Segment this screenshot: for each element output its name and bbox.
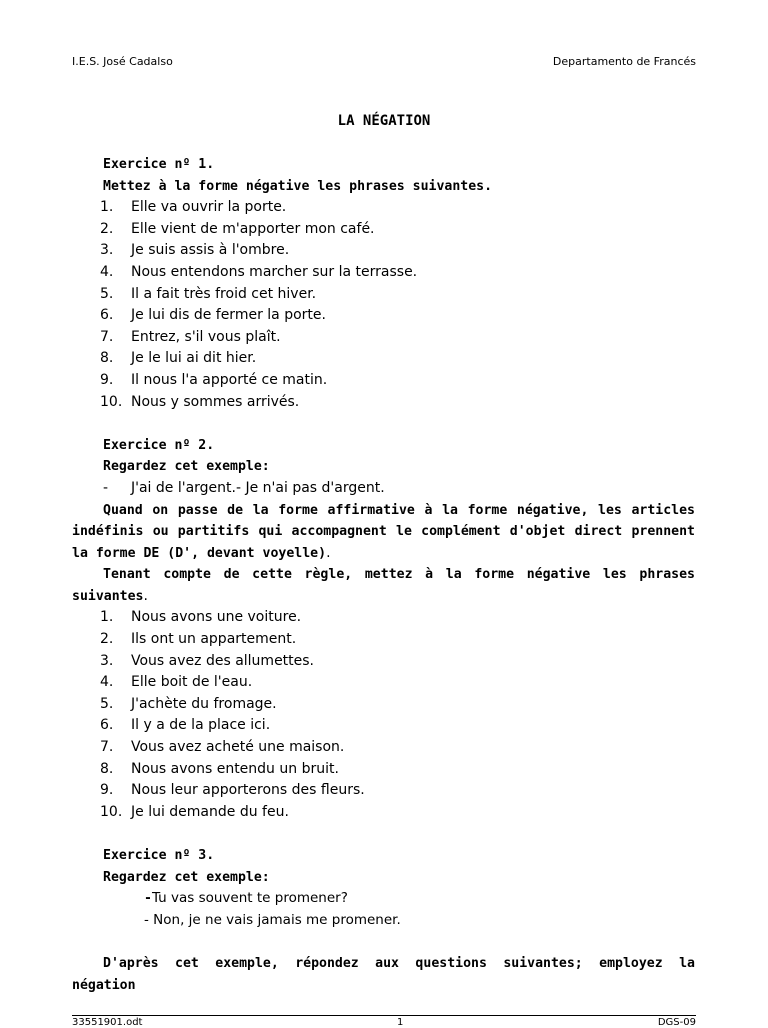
list-item-number: 6. <box>100 717 114 734</box>
list-item-number: 8. <box>100 350 114 367</box>
list-item <box>72 392 695 414</box>
list-item-number: 2. <box>100 220 114 237</box>
ex1-instruction: Mettez à la forme négative les phrases suivantes. <box>103 178 493 194</box>
list-item <box>72 780 695 802</box>
list-item-number: 3. <box>100 652 114 669</box>
header-school: I.E.S. José Cadalso <box>72 55 173 68</box>
list-item <box>72 305 695 327</box>
list-item <box>72 802 695 824</box>
list-item <box>72 284 695 306</box>
list-item <box>72 327 695 349</box>
page-header <box>72 55 696 68</box>
ex1-heading: Exercice nº 1. <box>103 157 215 172</box>
page-title: LA NÉGATION <box>337 113 431 129</box>
ex2-heading: Exercice nº 2. <box>103 437 215 453</box>
list-item-number: 10. <box>100 803 123 820</box>
list-item <box>72 197 695 219</box>
list-item <box>72 370 695 392</box>
list-item <box>72 348 695 370</box>
ex3-line-1-dash: - <box>144 891 152 907</box>
list-item-text: J'achète du fromage. <box>131 695 277 712</box>
list-item-text: Il nous l'a apporté ce matin. <box>131 371 328 388</box>
list-item <box>72 219 695 241</box>
ex2-rule <box>72 500 695 565</box>
list-item-text: Je le lui ai dit hier. <box>131 350 257 367</box>
list-item-text: Je lui dis de fermer la porte. <box>131 307 326 324</box>
ex2-instruction <box>72 564 695 607</box>
list-item-text: Il y a de la place ici. <box>131 717 271 734</box>
list-item-number: 3. <box>100 242 114 259</box>
list-item-number: 9. <box>100 371 114 388</box>
footer-filename: 33551901.odt <box>72 1017 143 1028</box>
footer-page-number: 1 <box>396 1017 404 1028</box>
list-item-number: 10. <box>100 393 123 410</box>
list-item <box>72 651 695 673</box>
list-item <box>72 607 695 629</box>
list-item-text: Nous y sommes arrivés. <box>131 393 300 410</box>
ex2-rule-text: Quand on passe de la forme affirmative à la forme négative, les articles indéfinis ou partitifs qui accompagnent le complément d'objet direct prennent la forme DE (D', devant voyelle) <box>72 502 695 561</box>
ex1-list <box>72 197 695 413</box>
list-item-number: 6. <box>100 307 114 324</box>
list-item-number: 4. <box>100 674 114 691</box>
header-department: Departamento de Francés <box>552 55 696 68</box>
list-item <box>72 672 695 694</box>
list-item-text: Elle boit de l'eau. <box>131 674 253 691</box>
list-item-text: Je lui demande du feu. <box>131 803 289 820</box>
ex2-instruction-end: . <box>143 587 148 604</box>
ex3-example-label: Regardez cet exemple: <box>103 869 270 885</box>
list-item-number: 8. <box>100 760 114 777</box>
list-item <box>72 240 695 262</box>
list-item-text: Entrez, s'il vous plaît. <box>131 328 281 345</box>
ex3-instruction: D'après cet exemple, répondez aux questions suivantes; employez la négation <box>72 955 695 993</box>
list-item-number: 1. <box>100 609 114 626</box>
list-item-text: Vous avez acheté une maison. <box>131 739 345 756</box>
list-item-number: 7. <box>100 739 114 756</box>
list-item <box>72 737 695 759</box>
document-body <box>72 154 695 996</box>
list-item-number: 7. <box>100 328 114 345</box>
ex2-rule-end: . <box>326 544 331 561</box>
ex3-heading: Exercice nº 3. <box>103 848 215 863</box>
list-item-text: Nous avons une voiture. <box>131 609 302 626</box>
list-item <box>72 715 695 737</box>
ex3-line-1 <box>72 888 695 910</box>
list-item-text: Elle va ouvrir la porte. <box>131 199 287 216</box>
page-footer <box>72 1017 696 1028</box>
list-item-number: 4. <box>100 263 114 280</box>
ex2-example-label: Regardez cet exemple: <box>103 459 270 475</box>
list-item <box>72 759 695 781</box>
ex3-line-1-text: Tu vas souvent te promener? <box>151 890 348 907</box>
ex2-example-text: J'ai de l'argent.- Je n'ai pas d'argent. <box>131 479 385 496</box>
list-item <box>72 262 695 284</box>
list-item-text: Elle vient de m'apporter mon café. <box>131 220 375 237</box>
list-item-number: 9. <box>100 782 114 799</box>
list-item-text: Je suis assis à l'ombre. <box>131 242 290 259</box>
footer-code: DGS-09 <box>657 1017 696 1028</box>
list-item-number: 5. <box>100 695 114 712</box>
footer-rule <box>72 1015 696 1016</box>
list-item-number: 1. <box>100 199 114 216</box>
ex2-example <box>72 478 695 500</box>
ex2-example-dash: - <box>103 479 109 496</box>
list-item-text: Il a fait très froid cet hiver. <box>131 285 317 302</box>
list-item-text: Ils ont un appartement. <box>131 631 297 648</box>
ex2-instruction-text: Tenant compte de cette règle, mettez à la forme négative les phrases suivantes <box>72 567 695 604</box>
list-item-number: 5. <box>100 285 114 302</box>
ex3-line-2: - Non, je ne vais jamais me promener. <box>144 911 401 928</box>
list-item-text: Vous avez des allumettes. <box>131 652 315 669</box>
list-item <box>72 694 695 716</box>
list-item <box>72 629 695 651</box>
list-item-text: Nous entendons marcher sur la terrasse. <box>131 263 418 280</box>
list-item-text: Nous leur apporterons des fleurs. <box>131 782 365 799</box>
list-item-text: Nous avons entendu un bruit. <box>131 760 339 777</box>
list-item-number: 2. <box>100 631 114 648</box>
ex2-list <box>72 607 695 823</box>
